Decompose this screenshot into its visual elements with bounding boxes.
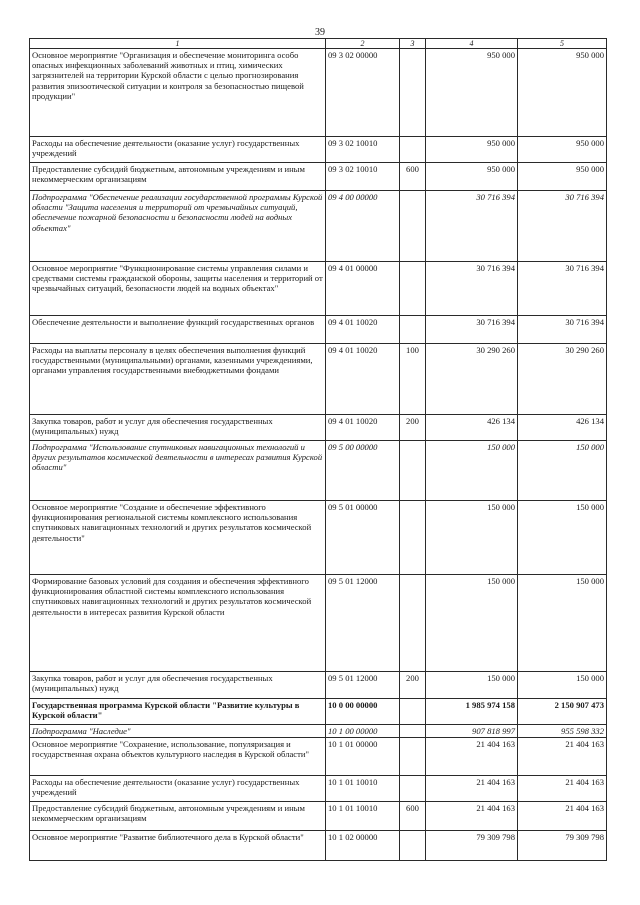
table-row [30,699,607,725]
budget-table-body [30,39,607,861]
row-expense-type [400,49,426,137]
row-code: 09 5 00 00000 [326,441,400,501]
row-value-2: 30 716 394 [518,316,607,344]
row-expense-type: 100 [400,344,426,415]
row-name: Основное мероприятие "Организация и обеспечение мониторинга особо опасных инфекционных заболеваний животных и птиц, химических загрязнителей на территории Курской области с целью прогнозирования развития эпизоотической ситуации и контроля за безопасностью пищевой продукции" [30,49,326,137]
row-code: 09 3 02 00000 [326,49,400,137]
table-row [30,137,607,163]
table-row [30,262,607,316]
row-value-1: 950 000 [426,163,518,191]
row-value-1: 79 309 798 [426,831,518,861]
row-code: 09 5 01 12000 [326,575,400,672]
row-value-2: 150 000 [518,575,607,672]
row-name: Предоставление субсидий бюджетным, автономным учреждениям и иным некоммерческим организациям [30,163,326,191]
row-name: Основное мероприятие "Создание и обеспечение эффективного функционирования региональной системы комплексного использования спутниковых навигационных технологий и других результатов космической деятельности" [30,501,326,575]
row-expense-type [400,316,426,344]
table-row [30,501,607,575]
row-code: 09 4 01 10020 [326,415,400,441]
table-row [30,49,607,137]
table-row [30,575,607,672]
table-row [30,725,607,738]
row-value-1: 30 716 394 [426,191,518,262]
row-value-1: 907 818 997 [426,725,518,738]
table-row [30,163,607,191]
row-name: Основное мероприятие "Развитие библиотечного дела в Курской области" [30,831,326,861]
table-row [30,738,607,776]
row-code: 09 4 01 00000 [326,262,400,316]
row-value-1: 1 985 974 158 [426,699,518,725]
row-value-2: 950 000 [518,163,607,191]
row-expense-type [400,191,426,262]
row-value-2: 21 404 163 [518,738,607,776]
row-name: Формирование базовых условий для создания и обеспечения эффективного функционирования областной системы комплексного использования спутниковых навигационных технологий и других результатов космической деятельности в интересах развития Курской области [30,575,326,672]
row-code: 10 0 00 00000 [326,699,400,725]
row-expense-type [400,441,426,501]
table-row [30,802,607,831]
row-value-2: 955 598 332 [518,725,607,738]
row-expense-type [400,501,426,575]
row-expense-type [400,831,426,861]
row-value-2: 950 000 [518,137,607,163]
page-number: 39 [315,27,325,38]
column-header: 4 [426,39,518,49]
budget-table [29,38,607,861]
row-name: Подпрограмма "Наследие" [30,725,326,738]
row-name: Основное мероприятие "Функционирование системы управления силами и средствами системы гражданской обороны, защиты населения и территорий от чрезвычайных ситуаций, безопасности людей на водных объектах" [30,262,326,316]
row-value-2: 426 134 [518,415,607,441]
row-value-1: 21 404 163 [426,776,518,802]
row-name: Закупка товаров, работ и услуг для обеспечения государственных (муниципальных) нужд [30,672,326,699]
row-value-1: 30 290 260 [426,344,518,415]
row-expense-type [400,262,426,316]
row-expense-type [400,725,426,738]
row-expense-type: 200 [400,415,426,441]
table-row [30,344,607,415]
table-row [30,672,607,699]
row-value-1: 30 716 394 [426,316,518,344]
row-code: 09 3 02 10010 [326,163,400,191]
column-header: 5 [518,39,607,49]
column-header: 2 [326,39,400,49]
row-code: 10 1 00 00000 [326,725,400,738]
row-value-1: 21 404 163 [426,802,518,831]
row-value-2: 150 000 [518,672,607,699]
row-code: 09 4 01 10020 [326,344,400,415]
row-name: Подпрограмма "Обеспечение реализации государственной программы Курской области "Защита населения и территорий от чрезвычайных ситуаций, обеспечение пожарной безопасности и безопасности людей на водных объектах" [30,191,326,262]
row-value-1: 426 134 [426,415,518,441]
row-expense-type [400,137,426,163]
row-value-2: 2 150 907 473 [518,699,607,725]
table-row [30,776,607,802]
row-code: 10 1 01 10010 [326,802,400,831]
row-name: Подпрограмма "Использование спутниковых навигационных технологий и других результатов космической деятельности в интересах развития Курской области" [30,441,326,501]
row-name: Расходы на выплаты персоналу в целях обеспечения выполнения функций государственными (муниципальными) органами, казенными учреждениями, органами управления государственными внебюджетными фондами [30,344,326,415]
row-value-2: 21 404 163 [518,802,607,831]
row-name: Предоставление субсидий бюджетным, автономным учреждениям и иным некоммерческим организациям [30,802,326,831]
row-value-2: 950 000 [518,49,607,137]
row-expense-type [400,776,426,802]
table-row [30,831,607,861]
row-name: Закупка товаров, работ и услуг для обеспечения государственных (муниципальных) нужд [30,415,326,441]
row-value-1: 150 000 [426,441,518,501]
row-code: 09 5 01 00000 [326,501,400,575]
row-value-1: 150 000 [426,501,518,575]
row-value-2: 30 290 260 [518,344,607,415]
row-value-1: 950 000 [426,49,518,137]
row-value-2: 150 000 [518,501,607,575]
row-value-2: 30 716 394 [518,262,607,316]
row-name: Расходы на обеспечение деятельности (оказание услуг) государственных учреждений [30,776,326,802]
row-expense-type: 600 [400,802,426,831]
row-expense-type [400,738,426,776]
row-code: 09 4 00 00000 [326,191,400,262]
row-value-1: 950 000 [426,137,518,163]
row-name: Основное мероприятие "Сохранение, использование, популяризация и государственная охрана объектов культурного наследия в Курской области" [30,738,326,776]
row-name: Обеспечение деятельности и выполнение функций государственных органов [30,316,326,344]
row-code: 09 5 01 12000 [326,672,400,699]
row-expense-type: 200 [400,672,426,699]
table-row [30,316,607,344]
row-code: 10 1 02 00000 [326,831,400,861]
row-value-1: 150 000 [426,672,518,699]
row-value-2: 30 716 394 [518,191,607,262]
row-code: 09 3 02 10010 [326,137,400,163]
table-row [30,415,607,441]
column-header: 3 [400,39,426,49]
row-value-1: 21 404 163 [426,738,518,776]
row-value-2: 150 000 [518,441,607,501]
table-row [30,191,607,262]
row-value-1: 150 000 [426,575,518,672]
row-expense-type [400,575,426,672]
row-code: 10 1 01 10010 [326,776,400,802]
row-value-1: 30 716 394 [426,262,518,316]
row-code: 10 1 01 00000 [326,738,400,776]
row-code: 09 4 01 10020 [326,316,400,344]
row-value-2: 79 309 798 [518,831,607,861]
row-expense-type: 600 [400,163,426,191]
row-expense-type [400,699,426,725]
row-name: Расходы на обеспечение деятельности (оказание услуг) государственных учреждений [30,137,326,163]
table-row [30,441,607,501]
column-header: 1 [30,39,326,49]
row-name: Государственная программа Курской области "Развитие культуры в Курской области" [30,699,326,725]
row-value-2: 21 404 163 [518,776,607,802]
table-header-row [30,39,607,49]
